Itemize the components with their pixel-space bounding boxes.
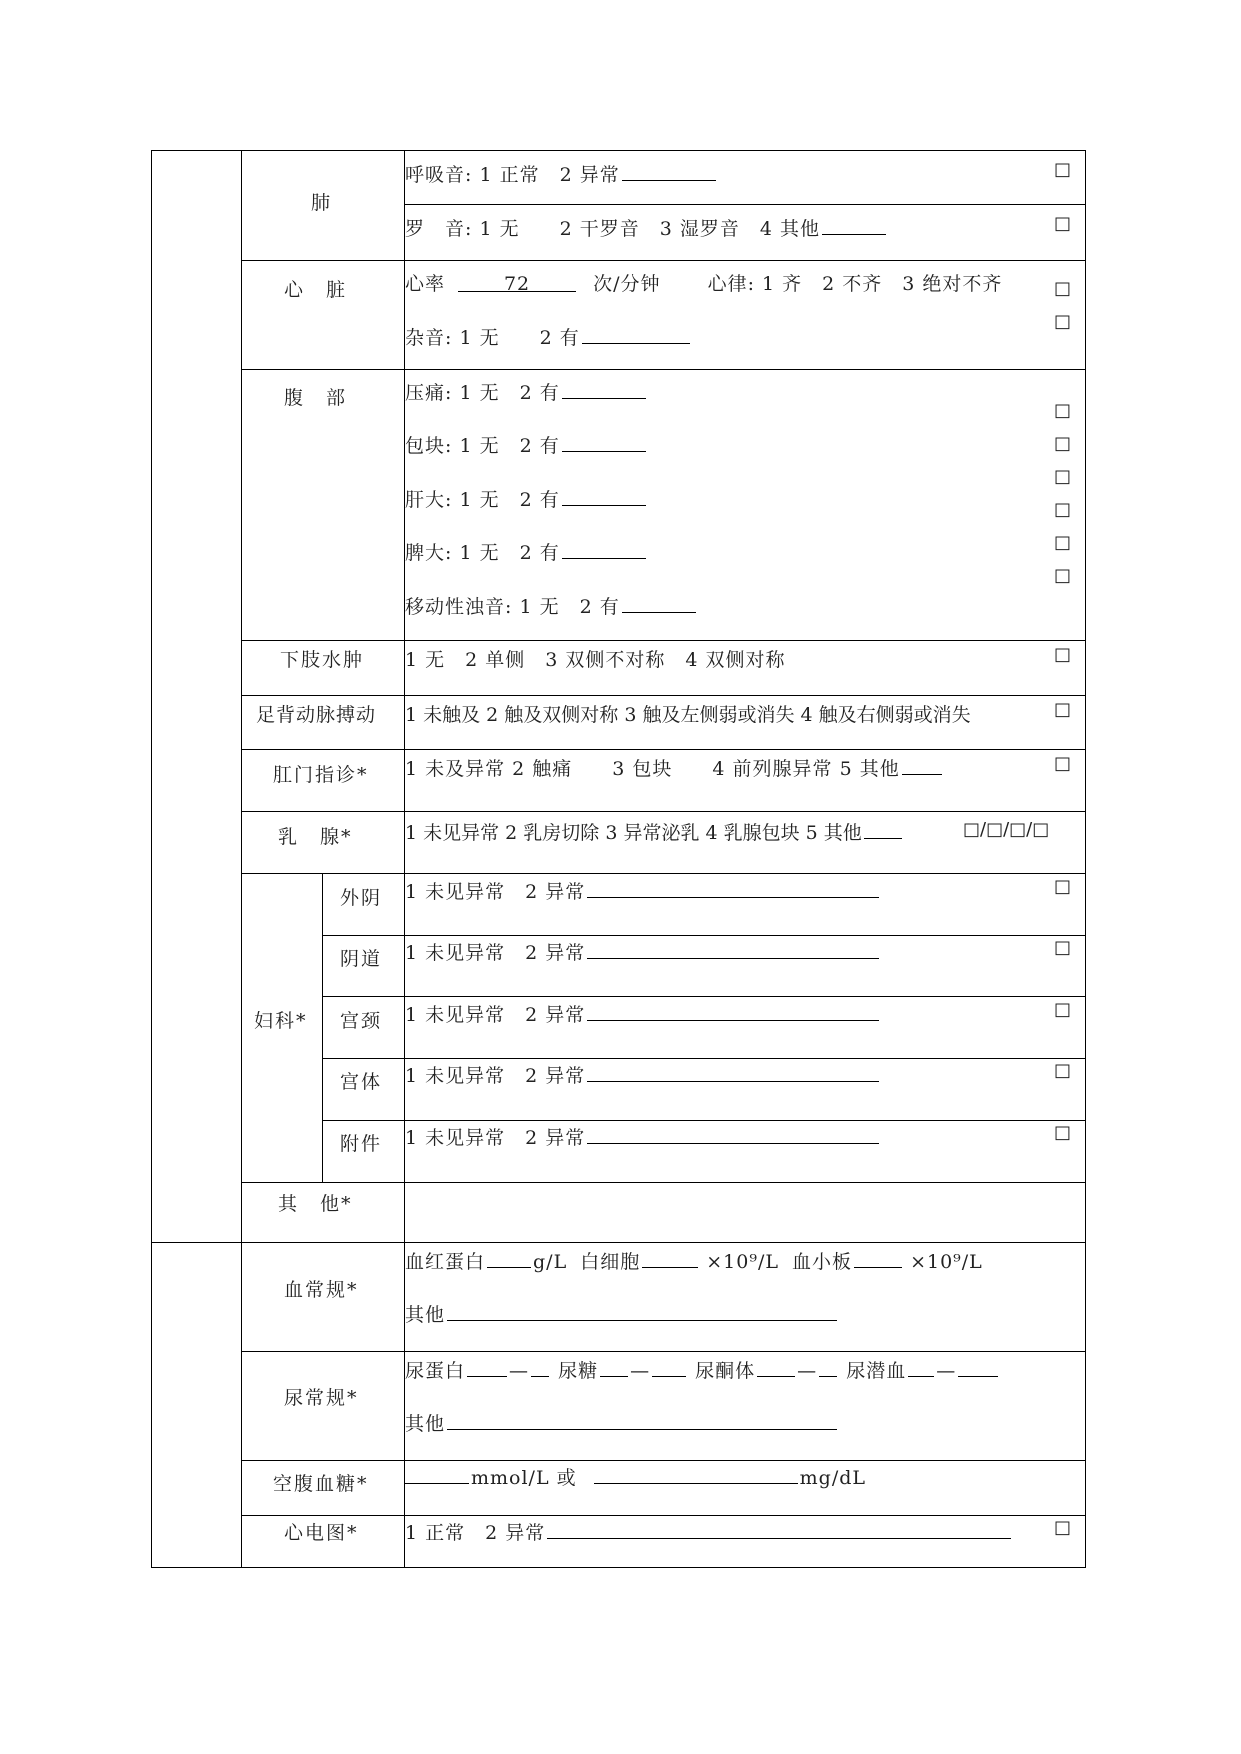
edema-options: 1 无 2 单侧 3 双侧不对称 4 双侧对称 <box>405 649 786 671</box>
gyn-vagina-row <box>405 938 881 965</box>
abdomen-liver-blank[interactable] <box>562 487 646 506</box>
row-line <box>241 1351 1086 1352</box>
row-line <box>241 873 1086 874</box>
abdomen-liver-text: 肝大: 1 无 2 有 <box>405 489 560 511</box>
urine-sugar-label: 尿糖 <box>558 1360 599 1382</box>
row-line <box>241 695 1086 696</box>
heart-rate-unit: 次/分钟 <box>593 273 661 295</box>
row-line <box>241 1515 1086 1516</box>
abdomen-mass-text: 包块: 1 无 2 有 <box>405 435 560 457</box>
heart-rate-field[interactable]: 72 <box>458 273 576 292</box>
dorsalis-options: 1 未触及 2 触及双侧对称 3 触及左侧弱或消失 4 触及右侧弱或消失 <box>405 704 971 726</box>
heart-murmur-blank[interactable] <box>582 325 690 344</box>
wbc-field[interactable] <box>642 1249 698 1268</box>
row-line <box>241 1460 1086 1461</box>
row-line <box>241 260 1086 261</box>
edema-checkbox[interactable]: □ <box>1054 644 1072 665</box>
gyn-uterus-checkbox[interactable]: □ <box>1054 1060 1072 1081</box>
row-line <box>241 640 1086 641</box>
rectal-row <box>405 754 944 781</box>
gyn-cervix-row <box>405 1000 881 1027</box>
hemoglobin-field[interactable] <box>487 1249 531 1268</box>
ecg-blank[interactable] <box>547 1520 1011 1539</box>
urine-other-field[interactable] <box>447 1411 837 1430</box>
gyn-vulva-row <box>405 877 881 904</box>
fasting-glucose-label: 空腹血糖* <box>273 1473 369 1495</box>
abdomen-mass-blank[interactable] <box>562 433 646 452</box>
glucose-unit-mg: mg/dL <box>799 1467 867 1489</box>
gyn-adnexa-label: 附件 <box>340 1133 383 1155</box>
gyn-adnexa-blank[interactable] <box>587 1125 879 1144</box>
platelet-unit: ×10⁹/L <box>910 1251 983 1273</box>
gyn-label: 妇科* <box>254 1010 308 1032</box>
gyn-cervix-text: 1 未见异常 2 异常 <box>405 1004 586 1026</box>
gyn-vagina-checkbox[interactable]: □ <box>1054 937 1072 958</box>
urine-dash: — <box>630 1360 651 1382</box>
breath-sound-text <box>405 160 718 187</box>
gyn-adnexa-row <box>405 1123 881 1150</box>
section-divider <box>151 1242 1086 1243</box>
urine-sugar-field[interactable] <box>600 1358 628 1377</box>
form-border-top <box>151 150 1086 151</box>
urine-other-row <box>405 1409 839 1436</box>
urine-protein-field[interactable] <box>467 1358 507 1377</box>
platelet-label: 血小板 <box>792 1251 853 1273</box>
urine-dash: — <box>936 1360 957 1382</box>
heart-rate-label: 心率 <box>405 273 446 295</box>
urine-values-row <box>405 1356 1000 1383</box>
abdomen-item <box>405 378 648 405</box>
urine-dash: — <box>509 1360 530 1382</box>
gyn-vagina-text: 1 未见异常 2 异常 <box>405 942 586 964</box>
blood-routine-label: 血常规* <box>284 1279 359 1301</box>
gyn-vagina-label: 阴道 <box>340 948 383 970</box>
urine-other-label: 其他 <box>405 1413 446 1435</box>
heart-rate-row <box>405 269 1002 296</box>
gyn-vulva-label: 外阴 <box>340 887 383 909</box>
wbc-label: 白细胞 <box>580 1251 641 1273</box>
row-line <box>404 204 1086 205</box>
heart-murmur-row <box>405 323 692 350</box>
row-line <box>241 749 1086 750</box>
abdomen-tenderness-text: 压痛: 1 无 2 有 <box>405 382 560 404</box>
blood-other-row <box>405 1300 839 1327</box>
urine-blood-field[interactable] <box>908 1358 934 1377</box>
edema-label: 下肢水肿 <box>280 649 365 671</box>
gyn-uterus-blank[interactable] <box>587 1063 879 1082</box>
dorsalis-label: 足背动脉搏动 <box>256 704 377 726</box>
rales-options: 罗 音: 1 无 2 干罗音 3 湿罗音 4 其他 <box>405 218 820 240</box>
rectal-blank[interactable] <box>902 756 942 775</box>
abdomen-item <box>405 485 648 512</box>
row-line <box>322 1120 1086 1121</box>
ecg-label: 心电图* <box>284 1522 359 1544</box>
glucose-mg-field[interactable] <box>594 1465 798 1484</box>
platelet-field[interactable] <box>854 1249 902 1268</box>
breast-label: 乳 腺* <box>278 826 353 848</box>
dorsalis-checkbox[interactable]: □ <box>1054 699 1072 720</box>
urine-routine-label: 尿常规* <box>284 1387 359 1409</box>
breast-checkboxes[interactable]: □/□/□/□ <box>963 819 1050 840</box>
gyn-cervix-label: 宫颈 <box>340 1010 383 1032</box>
gyn-adnexa-checkbox[interactable]: □ <box>1054 1122 1072 1143</box>
glucose-mmol-field[interactable] <box>405 1465 469 1484</box>
urine-dash: — <box>797 1360 818 1382</box>
rales-blank[interactable] <box>822 216 886 235</box>
gyn-vagina-blank[interactable] <box>587 940 879 959</box>
heart-rhythm-text: 心律: 1 齐 2 不齐 3 绝对不齐 <box>707 273 1003 295</box>
blood-other-field[interactable] <box>447 1302 837 1321</box>
urine-ketone-label: 尿酮体 <box>695 1360 756 1382</box>
breast-options: 1 未见异常 2 乳房切除 3 异常泌乳 4 乳腺包块 5 其他 <box>405 822 862 844</box>
breast-row <box>405 818 904 845</box>
gyn-vulva-blank[interactable] <box>587 879 879 898</box>
abdomen-item <box>405 592 698 619</box>
abdomen-spleen-blank[interactable] <box>562 540 646 559</box>
abdomen-checkbox[interactable]: □ <box>1054 532 1072 553</box>
abdomen-item <box>405 431 648 458</box>
abdomen-checkbox[interactable]: □ <box>1054 466 1072 487</box>
abdomen-checkbox[interactable]: □ <box>1054 499 1072 520</box>
blood-other-label: 其他 <box>405 1304 446 1326</box>
abdomen-dullness-text: 移动性浊音: 1 无 2 有 <box>405 596 620 618</box>
row-line <box>241 369 1086 370</box>
row-line <box>322 935 1086 936</box>
ecg-options: 1 正常 2 异常 <box>405 1522 546 1544</box>
ecg-row <box>405 1518 1013 1545</box>
breath-sound-options: 呼吸音: 1 正常 2 异常 <box>405 164 620 186</box>
gyn-cervix-blank[interactable] <box>587 1002 879 1021</box>
row-line <box>322 1058 1086 1059</box>
rectal-options: 1 未及异常 2 触痛 3 包块 4 前列腺异常 5 其他 <box>405 758 900 780</box>
abdomen-spleen-text: 脾大: 1 无 2 有 <box>405 542 560 564</box>
breast-blank[interactable] <box>864 820 902 839</box>
urine-protein-label: 尿蛋白 <box>405 1360 466 1382</box>
row-line <box>241 1182 1086 1183</box>
urine-ketone-field[interactable] <box>757 1358 795 1377</box>
urine-sugar-field-2[interactable] <box>652 1358 686 1377</box>
hemoglobin-unit: g/L <box>533 1251 568 1273</box>
breath-sound-blank[interactable] <box>622 162 716 181</box>
abdomen-checkbox[interactable]: □ <box>1054 400 1072 421</box>
urine-protein-field-2[interactable] <box>531 1358 549 1377</box>
glucose-row <box>403 1463 866 1490</box>
row-line <box>241 811 1086 812</box>
rectal-checkbox[interactable]: □ <box>1054 753 1072 774</box>
heart-label: 心 脏 <box>284 279 348 301</box>
gyn-uterus-row <box>405 1061 881 1088</box>
blood-values-row <box>405 1247 983 1274</box>
abdomen-tenderness-blank[interactable] <box>562 380 646 399</box>
gyn-vulva-checkbox[interactable]: □ <box>1054 876 1072 897</box>
abdomen-checkbox[interactable]: □ <box>1054 565 1072 586</box>
rales-checkbox[interactable]: □ <box>1054 213 1072 234</box>
lung-label: 肺 <box>311 192 333 214</box>
gyn-uterus-label: 宫体 <box>340 1071 383 1093</box>
gyn-vulva-text: 1 未见异常 2 异常 <box>405 881 586 903</box>
form-border-left <box>151 150 152 1568</box>
other-exam-label: 其 他* <box>278 1193 353 1215</box>
abdomen-checkbox[interactable]: □ <box>1054 433 1072 454</box>
abdomen-label: 腹 部 <box>284 387 348 409</box>
gyn-adnexa-text: 1 未见异常 2 异常 <box>405 1127 586 1149</box>
rectal-label: 肛门指诊* <box>273 764 369 786</box>
urine-ketone-field-2[interactable] <box>819 1358 837 1377</box>
heart-rhythm-checkbox[interactable]: □ <box>1054 278 1072 299</box>
ecg-checkbox[interactable]: □ <box>1054 1517 1072 1538</box>
rales-text <box>405 214 888 241</box>
form-border-right <box>1085 150 1086 1568</box>
heart-murmur-checkbox[interactable]: □ <box>1054 311 1072 332</box>
col-divider-gyn <box>322 874 323 1182</box>
col-divider-1 <box>241 150 242 1568</box>
wbc-unit: ×10⁹/L <box>706 1251 779 1273</box>
urine-blood-label: 尿潜血 <box>846 1360 907 1382</box>
form-border-bottom <box>151 1567 1086 1568</box>
breath-sound-checkbox[interactable]: □ <box>1054 159 1072 180</box>
glucose-unit-mmol: mmol/L 或 <box>471 1467 577 1489</box>
gyn-uterus-text: 1 未见异常 2 异常 <box>405 1065 586 1087</box>
hemoglobin-label: 血红蛋白 <box>405 1251 486 1273</box>
abdomen-item <box>405 538 648 565</box>
gyn-cervix-checkbox[interactable]: □ <box>1054 999 1072 1020</box>
abdomen-dullness-blank[interactable] <box>622 594 696 613</box>
row-line <box>322 996 1086 997</box>
heart-murmur-text: 杂音: 1 无 2 有 <box>405 327 580 349</box>
urine-blood-field-2[interactable] <box>958 1358 998 1377</box>
